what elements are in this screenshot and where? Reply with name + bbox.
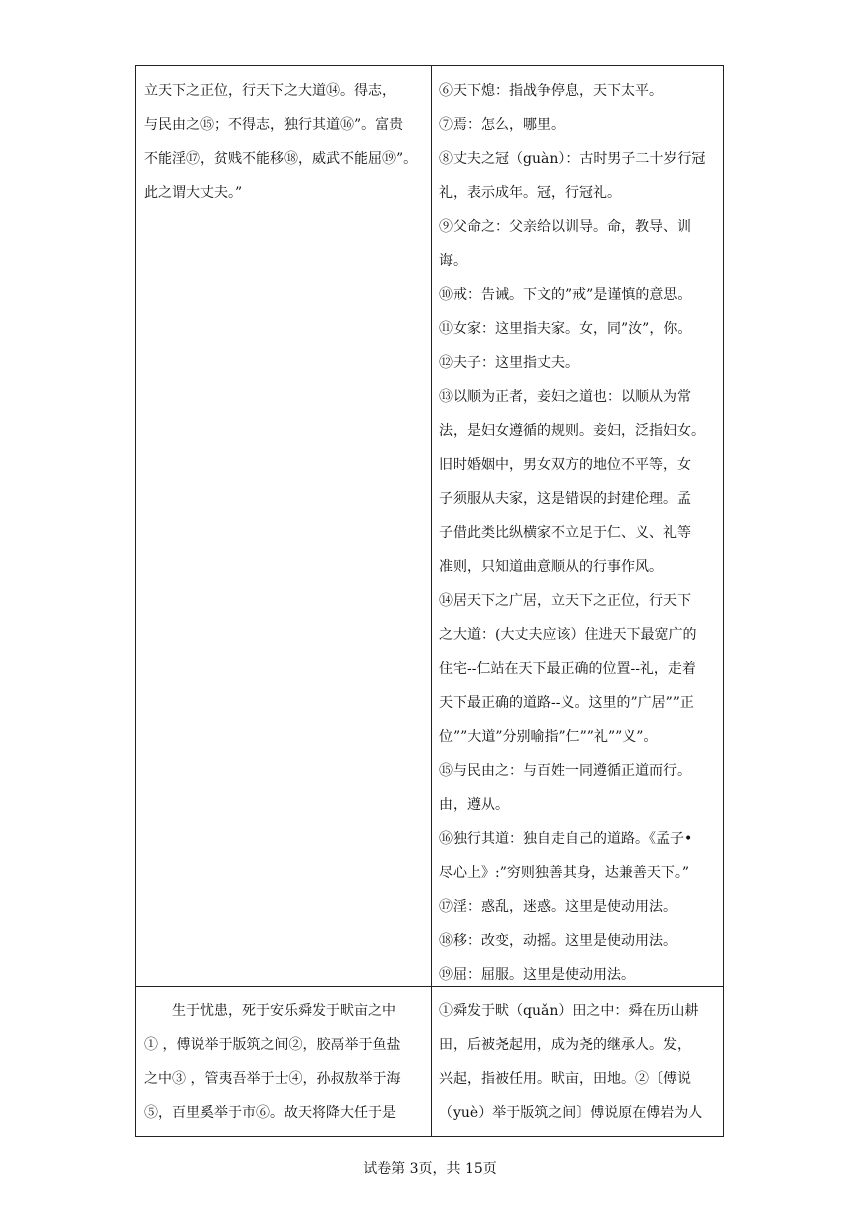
row1-text-cell <box>144 74 424 210</box>
text-line: 立天下之正位，行天下之大道⑭。得志， <box>144 83 396 99</box>
note-line: ⑥天下熄：指战争停息，天下太平。 <box>439 83 663 99</box>
note-line: 位””大道”分别喻指”仁””礼””义”。 <box>439 729 658 745</box>
note-line: ①舜发于畎（quǎn）田之中：舜在历山耕 <box>439 1003 699 1019</box>
note-line: 旧时婚姻中，男女双方的地位不平等，女 <box>439 457 691 473</box>
notes-table <box>135 65 724 1137</box>
page-footer: 试卷第 3页，共 15页 <box>363 1161 497 1177</box>
note-line: ⑧丈夫之冠（guàn）：古时男子二十岁行冠 <box>439 151 706 167</box>
note-line: 子须服从夫家，这是错误的封建伦理。孟 <box>439 491 691 507</box>
note-line: ⑰淫：惑乱，迷惑。这里是使动用法。 <box>439 899 677 915</box>
note-line: 法，是妇女遵循的规则。妾妇，泛指妇女。 <box>439 423 705 439</box>
note-line: 准则，只知道曲意顺从的行事作风。 <box>439 559 663 575</box>
note-line: ⑫夫子：这里指丈夫。 <box>439 355 579 371</box>
note-line: 子借此类比纵横家不立足于仁、义、礼等 <box>439 525 691 541</box>
note-line: 兴起，指被任用。畎亩，田地。②〔傅说 <box>439 1071 691 1087</box>
text-line: 之中③ ，管夷吾举于士④，孙叔敖举于海 <box>144 1071 401 1087</box>
note-line: 天下最正确的道路--义。这里的”广居””正 <box>439 695 694 711</box>
note-line: ⑪女家：这里指夫家。女，同”汝”，你。 <box>439 321 692 337</box>
note-line: ⑱移：改变，动摇。这里是使动用法。 <box>439 933 677 949</box>
note-line: 由，遵从。 <box>439 797 509 813</box>
note-line: ⑲屈：屈服。这里是使动用法。 <box>439 967 635 983</box>
note-line: （yuè）举于版筑之间〕傅说原在傅岩为人 <box>439 1105 703 1121</box>
text-line: 不能淫⑰，贫贱不能移⑱，威武不能屈⑲”。 <box>144 151 418 167</box>
text-line: ⑤，百里奚举于市⑥。故天将降大任于是 <box>144 1105 396 1121</box>
note-line: ⑮与民由之：与百姓一同遵循正道而行。 <box>439 763 691 779</box>
note-line: ⑬以顺为正者，妾妇之道也：以顺从为常 <box>439 389 691 405</box>
text-line: 生于忧患，死于安乐舜发于畎亩之中 <box>172 1003 396 1019</box>
row1-notes-cell <box>439 74 721 992</box>
note-line: ⑭居天下之广居，立天下之正位，行天下 <box>439 593 691 609</box>
text-line: 与民由之⑮；不得志，独行其道⑯”。富贵 <box>144 117 404 133</box>
note-line: 之大道：(大丈夫应该）住进天下最宽广的 <box>439 627 697 643</box>
note-line: 田，后被尧起用，成为尧的继承人。发， <box>439 1037 691 1053</box>
note-line: ⑨父命之：父亲给以训导。命，教导、训 <box>439 219 691 235</box>
note-line: 诲。 <box>439 253 467 269</box>
note-line: ⑩戒：告诫。下文的”戒”是谨慎的意思。 <box>439 287 692 303</box>
note-line: 礼，表示成年。冠，行冠礼。 <box>439 185 621 201</box>
note-line: 尽心上》:”穷则独善其身，达兼善天下。” <box>439 865 690 881</box>
text-line: ① ，傅说举于版筑之间②，胶鬲举于鱼盐 <box>144 1037 401 1053</box>
note-line: ⑯独行其道：独自走自己的道路。《孟子• <box>439 831 693 847</box>
row2-text-cell <box>144 994 424 1130</box>
row2-notes-cell <box>439 994 721 1130</box>
text-line: 此之谓大丈夫。” <box>144 185 243 201</box>
note-line: 住宅--仁站在天下最正确的位置--礼，走着 <box>439 661 696 677</box>
note-line: ⑦焉：怎么，哪里。 <box>439 117 565 133</box>
column-divider <box>431 66 432 1136</box>
